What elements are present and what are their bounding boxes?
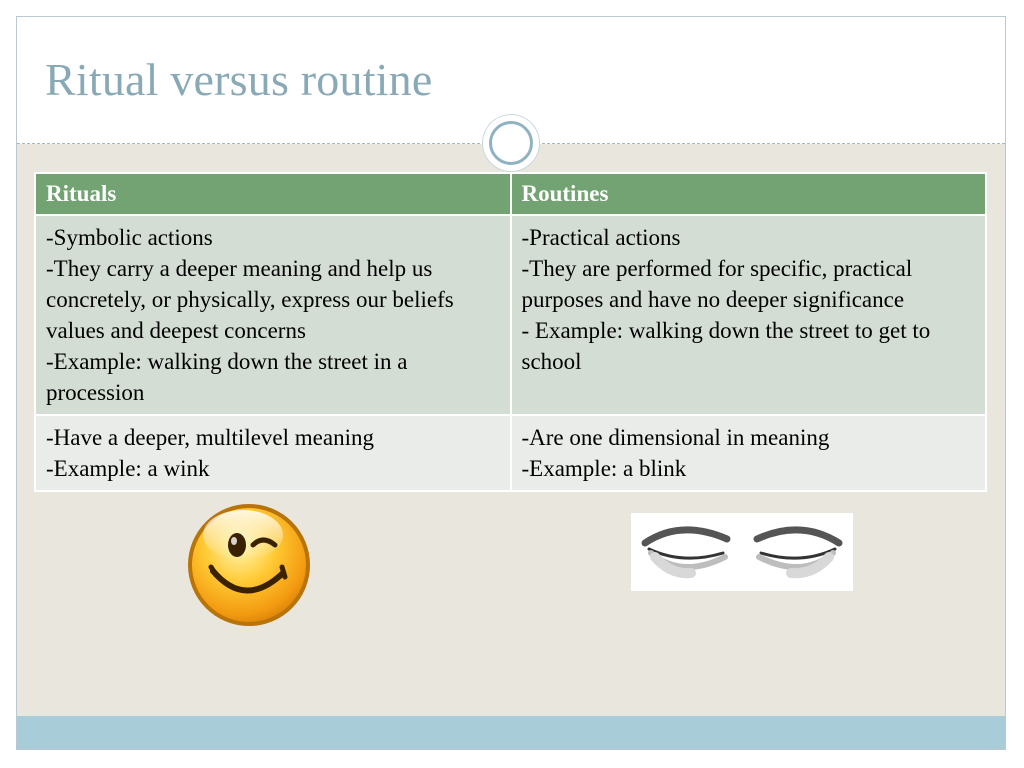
cell-line: -Example: walking down the street in a procession: [46, 349, 408, 405]
slide-title: Ritual versus routine: [45, 54, 433, 105]
slide: [16, 16, 1006, 750]
table-cell-routines: [511, 215, 987, 415]
table-cell-rituals: [35, 415, 511, 491]
winking-smiley-icon: [185, 501, 313, 629]
table-header-row: [35, 173, 986, 215]
closed-eyes-icon: [631, 513, 853, 591]
cell-line: -Symbolic actions: [46, 225, 213, 250]
footer-bar: [17, 716, 1005, 749]
divider-ring-icon: [483, 115, 539, 171]
cell-line: -They are performed for specific, practical purposes and have no deeper significance: [521, 256, 913, 312]
cell-line: -Practical actions: [521, 225, 681, 250]
cell-line: -They carry a deeper meaning and help us concretely, or physically, express our beliefs values and deepest concerns: [46, 256, 454, 343]
cell-line: -Are one dimensional in meaning: [521, 425, 830, 450]
table-row: [35, 215, 986, 415]
header-routines: Routines: [511, 173, 987, 215]
table-cell-rituals: [35, 215, 511, 415]
header-rituals: Rituals: [35, 173, 511, 215]
cell-line: -Example: a wink: [46, 456, 210, 481]
closed-eyes-image: [631, 513, 853, 591]
divider-ring-inner: [489, 121, 533, 165]
cell-line: - Example: walking down the street to get to school: [521, 318, 931, 374]
table-row: [35, 415, 986, 491]
table-cell-routines: [511, 415, 987, 491]
cell-line: -Have a deeper, multilevel meaning: [46, 425, 374, 450]
comparison-table: [34, 172, 987, 492]
cell-line: -Example: a blink: [521, 456, 687, 481]
